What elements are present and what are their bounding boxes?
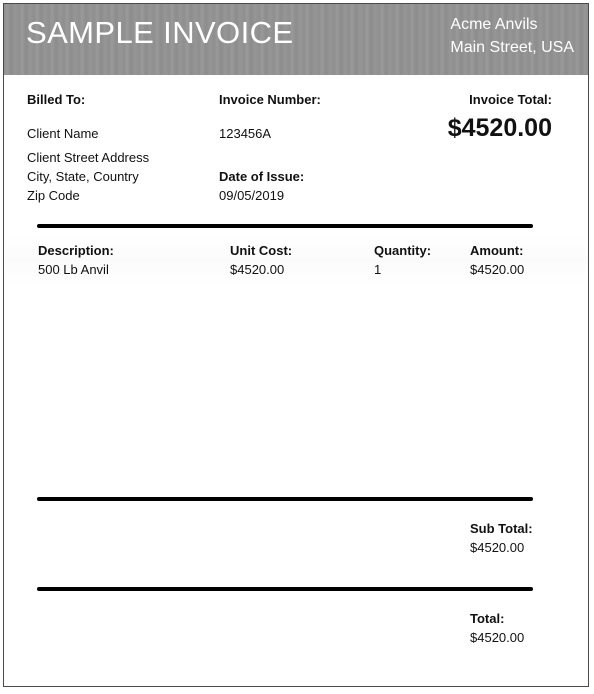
date-of-issue-label: Date of Issue: <box>219 169 305 184</box>
divider <box>37 224 533 228</box>
invoice-total-amount: $4520.00 <box>447 114 552 142</box>
client-street: Client Street Address <box>27 150 150 165</box>
billed-to-label: Billed To: <box>27 92 86 107</box>
invoice-page <box>3 3 589 687</box>
total-amount: $4520.00 <box>470 630 525 645</box>
item-amount: $4520.00 <box>470 262 525 277</box>
col-header-amount: Amount: <box>470 243 524 258</box>
item-unit-cost: $4520.00 <box>230 262 285 277</box>
items-band <box>5 232 589 288</box>
total-label: Total: <box>470 611 505 626</box>
company-address <box>450 13 574 59</box>
client-zip: Zip Code <box>27 188 80 203</box>
company-name: Acme Anvils <box>450 16 538 33</box>
invoice-total-label: Invoice Total: <box>469 92 552 107</box>
item-description: 500 Lb Anvil <box>38 262 109 277</box>
company-street: Main Street, USA <box>450 39 574 56</box>
client-name: Client Name <box>27 126 99 141</box>
item-quantity: 1 <box>374 262 382 277</box>
col-header-quantity: Quantity: <box>374 243 432 258</box>
divider <box>37 587 533 591</box>
invoice-number: 123456A <box>219 126 272 141</box>
invoice-title: SAMPLE INVOICE <box>26 15 294 50</box>
date-of-issue: 09/05/2019 <box>219 188 285 203</box>
client-city: City, State, Country <box>27 169 139 184</box>
divider <box>37 497 533 501</box>
invoice-header <box>4 4 589 75</box>
subtotal-amount: $4520.00 <box>470 540 525 555</box>
col-header-description: Description: <box>38 243 114 258</box>
invoice-number-label: Invoice Number: <box>219 92 321 107</box>
col-header-unit-cost: Unit Cost: <box>230 243 293 258</box>
subtotal-label: Sub Total: <box>470 521 533 536</box>
